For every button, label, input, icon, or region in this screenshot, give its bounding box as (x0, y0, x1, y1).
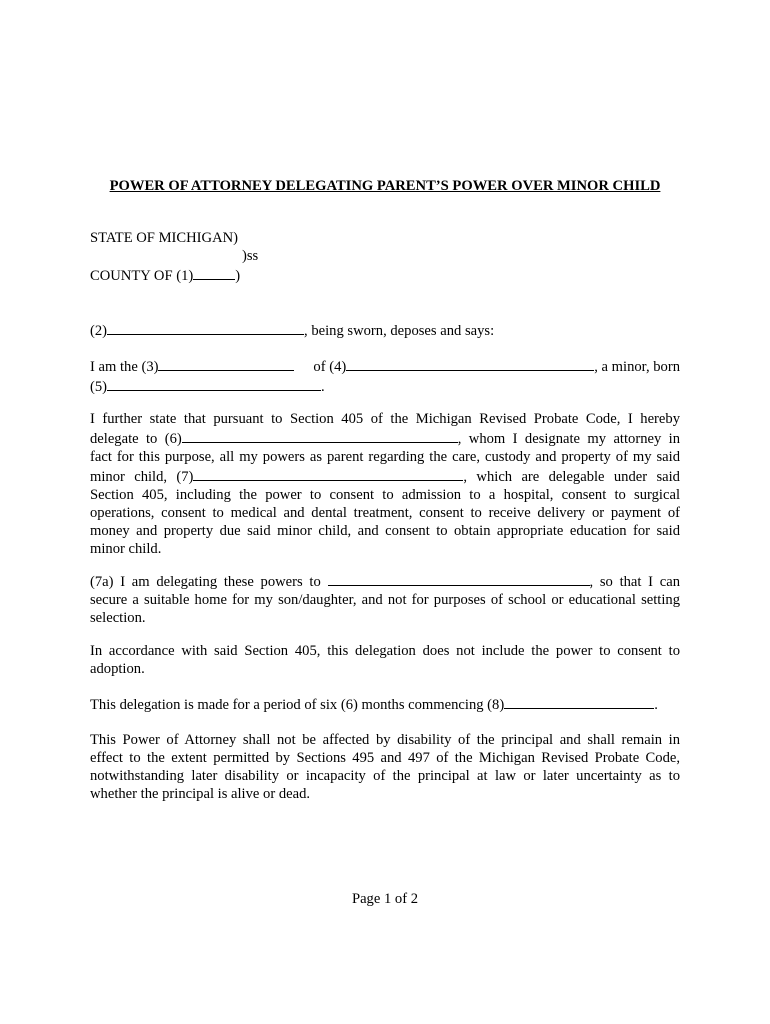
p7a-text: , so that I can (589, 574, 680, 590)
durability-line-3 (90, 767, 680, 785)
delegation-text-1: I further state that pursuant to Section 405 of the Michigan Revised Probate Code, I hereby (90, 411, 680, 427)
p7a-line-3: selection. (90, 610, 146, 626)
minor-born-text: , a minor, born (594, 359, 680, 375)
child-name-blank[interactable] (346, 356, 594, 371)
durability-line-4: whether the principal is alive or dead. (90, 786, 311, 802)
delegable-text: , which are delegable under said (463, 469, 680, 485)
paragraph-affiant (90, 320, 680, 340)
delegation-text-6: operations, consent to medical and dental treatment, consent to receive delivery or payment of (90, 505, 680, 521)
delegation-line-1 (90, 410, 680, 428)
delegate-label: delegate to (6) (90, 431, 182, 447)
state-line: STATE OF MICHIGAN) (90, 230, 239, 246)
paragraph-durability (90, 731, 680, 803)
delegation-line-8: minor child. (90, 541, 162, 557)
adoption-line-2: adoption. (90, 661, 145, 677)
paragraph-relationship (90, 356, 680, 396)
relationship-row (90, 356, 680, 376)
relation-label: I am the (3) (90, 359, 159, 375)
adoption-text-1: In accordance with said Section 405, this delegation does not include the power to consent to (90, 643, 680, 659)
county-blank[interactable] (193, 265, 235, 280)
document-title: POWER OF ATTORNEY DELEGATING PARENT’S POWER OVER MINOR CHILD (109, 178, 661, 194)
durability-line-2 (90, 749, 680, 767)
p7a-text-2: secure a suitable home for my son/daughter, and not for purposes of school or educational setting (90, 592, 680, 608)
affiant-text: , being sworn, deposes and says: (304, 323, 495, 339)
delegation-line-4 (90, 466, 680, 486)
county-close: ) (235, 268, 241, 284)
delegation-text-5: Section 405, including the power to consent to admission to a hospital, consent to surgical (90, 487, 680, 503)
ss-mark: )ss (242, 248, 259, 264)
period-text: This delegation is made for a period of six (6) months commencing (8) (90, 697, 505, 713)
county-line (90, 265, 390, 283)
durability-text-2: effect to the extent permitted by Sections 495 and 497 of the Michigan Revised Probate Code, (90, 750, 680, 766)
commencing-date-blank[interactable] (504, 694, 654, 709)
p7a-line-1 (90, 571, 680, 591)
birth-label: (5) (90, 379, 108, 395)
county-label: COUNTY OF (1) (90, 268, 194, 284)
durability-text-3: notwithstanding later disability or incapacity of the principal at law or later uncertainty as to (90, 768, 680, 784)
venue-block (90, 229, 390, 283)
period-end: . (654, 697, 658, 713)
delegation-line-6 (90, 504, 680, 522)
affiant-label: (2) (90, 323, 108, 339)
page-number: Page 1 of 2 (351, 891, 419, 907)
paragraph-7a (90, 571, 680, 627)
durability-text-1: This Power of Attorney shall not be affected by disability of the principal and shall remain in (90, 732, 680, 748)
paragraph-delegation (90, 410, 680, 558)
p7a-line-2 (90, 591, 680, 609)
minor-child-label: minor child, (7) (90, 469, 194, 485)
affiant-name-blank[interactable] (107, 320, 304, 335)
child-label: of (4) (313, 359, 347, 375)
delegation-line-2 (90, 428, 680, 448)
p7a-label: (7a) I am delegating these powers to (90, 574, 328, 590)
paragraph-period (90, 694, 680, 714)
delegate-text: , whom I designate my attorney in (457, 431, 681, 447)
delegation-line-7 (90, 522, 680, 540)
delegation-text-7: money and property due said minor child, and consent to obtain appropriate education for said (90, 523, 680, 539)
delegation-line-5 (90, 486, 680, 504)
attorney-name-blank[interactable] (182, 428, 458, 443)
p7a-blank[interactable] (328, 571, 590, 586)
birth-period: . (321, 379, 325, 395)
minor-child-blank[interactable] (193, 466, 463, 481)
paragraph-adoption (90, 642, 680, 678)
delegation-text-3: fact for this purpose, all my powers as parent regarding the care, custody and property of my said (90, 449, 680, 465)
durability-line-1 (90, 731, 680, 749)
adoption-line-1 (90, 642, 680, 660)
delegation-line-3 (90, 448, 680, 466)
relation-blank[interactable] (158, 356, 294, 371)
birth-blank[interactable] (107, 376, 321, 391)
